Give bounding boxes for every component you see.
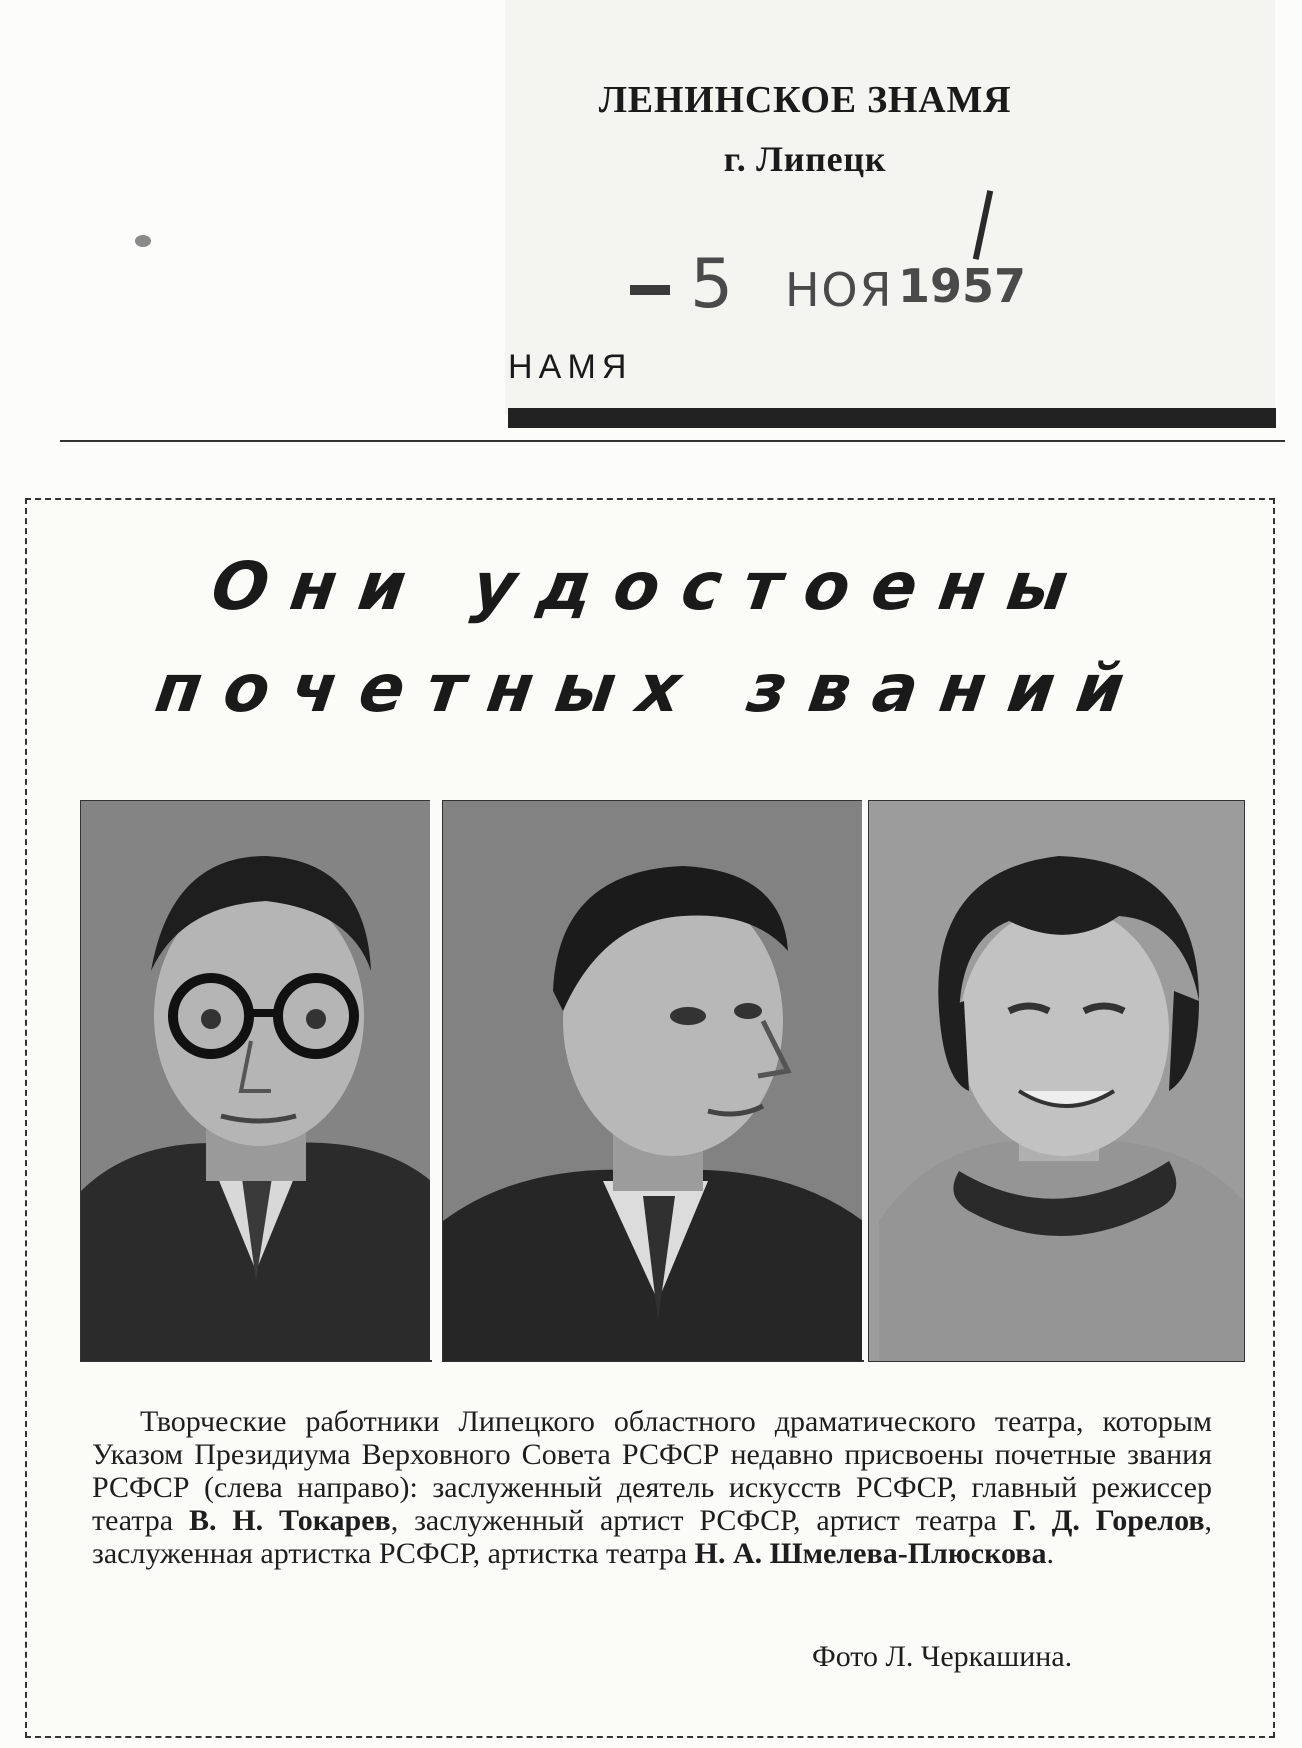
portrait-photo-2 [442, 800, 864, 1362]
masthead-rule [508, 408, 1276, 428]
portrait-young-man [443, 801, 863, 1361]
caption-name-1: В. Н. Токарев [188, 1504, 391, 1537]
headline-line-2: почетных званий [150, 650, 1152, 727]
cut-line [60, 440, 1285, 442]
ink-spot [135, 235, 151, 247]
photo-credit: Фото Л. Черкашина. [812, 1640, 1073, 1673]
caption-text-2: , заслуженный артист РСФСР, артист театра [390, 1504, 1013, 1537]
date-year: 1957 [898, 259, 1027, 313]
caption-text-4: . [1046, 1537, 1054, 1570]
stamp-newspaper-name: ЛЕНИНСКОЕ ЗНАМЯ [598, 79, 1012, 121]
portrait-woman [869, 801, 1244, 1361]
caption-name-3: Н. А. Шмелева-Плюскова [694, 1537, 1047, 1570]
date-day: 5 [690, 245, 734, 324]
masthead-fragment: НАМЯ [508, 348, 633, 386]
portrait-photo-3 [868, 800, 1245, 1362]
photo-caption [92, 1405, 1212, 1570]
headline-line-1: Они удостоены [207, 548, 1095, 625]
date-month: НОЯ [785, 263, 894, 317]
portrait-photo-1 [80, 800, 432, 1362]
caption-text-1: Творческие работники Липецкого областного драматического театра, которым Указом Президиума Верховного Совета РСФСР недавно присвоены почетные звания РСФСР (слева направо): заслуженный деятель искусств РСФСР, главный режиссер театра [92, 1405, 1212, 1537]
caption-name-2: Г. Д. Горелов [1012, 1504, 1205, 1537]
caption-text-3: , заслуженная артистка РСФСР, артистка театра [92, 1504, 1213, 1570]
portrait-man-glasses [81, 801, 431, 1361]
photo-gap [430, 800, 442, 1360]
date-dash [630, 285, 670, 295]
stamp-city: г. Липецк [723, 139, 887, 179]
